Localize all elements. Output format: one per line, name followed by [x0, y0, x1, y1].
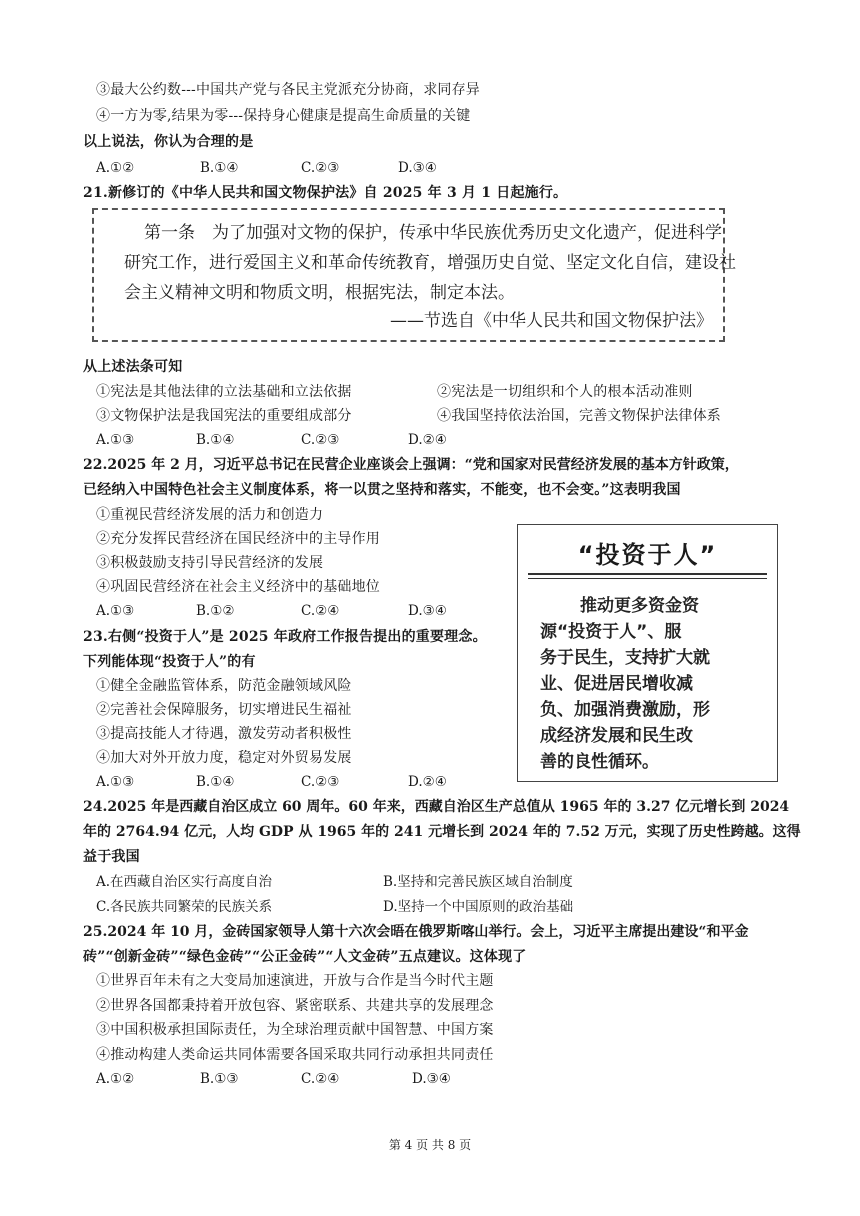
q25-item-2: ②世界各国都秉持着开放包容、紧密联系、共建共享的发展理念: [96, 998, 494, 1014]
q24-stem-line-2: 年的 2764.94 亿元，人均 GDP 从 1965 年的 241 元增长到 2024 年的 7.52 万元，实现了历史性跨越。这得: [83, 824, 801, 840]
q23-item-1: ①健全金融监管体系，防范金融领域风险: [96, 678, 352, 694]
q21-stem: 21.新修订的《中华人民共和国文物保护法》自 2025 年 3 月 1 日起施行。: [83, 185, 568, 201]
q23-box-line-4: 业、促进居民增收减: [540, 674, 693, 694]
q23-box-line-6: 成经济发展和民生改: [540, 726, 693, 746]
q25-option-a: A.①②: [96, 1071, 135, 1087]
q20-option-c: C.②③: [301, 160, 340, 176]
q22-option-c: C.②④: [301, 603, 340, 619]
page-number-footer: 第 4 页 共 8 页: [388, 1138, 472, 1152]
q25-item-1: ①世界百年未有之大变局加速演进，开放与合作是当今时代主题: [96, 973, 494, 989]
q24-option-b: B.坚持和完善民族区域自治制度: [383, 874, 573, 890]
q23-box-title: “投资于人”: [577, 541, 718, 569]
q20-option-d: D.③④: [398, 160, 437, 176]
q24-stem-line-3: 益于我国: [83, 849, 140, 865]
q23-item-4: ④加大对外开放力度，稳定对外贸易发展: [96, 750, 352, 766]
q21-excerpt-line-1: 第一条 为了加强对文物的保护，传承中华民族优秀历史文化遗产，促进科学: [144, 223, 722, 243]
q22-item-1: ①重视民营经济发展的活力和创造力: [96, 507, 324, 523]
q25-item-4: ④推动构建人类命运共同体需要各国采取共同行动承担共同责任: [96, 1047, 494, 1063]
q23-option-c: C.②③: [301, 774, 340, 790]
q25-stem-line-2: 砖”“创新金砖”“绿色金砖”“公正金砖”“人文金砖”五点建议。这体现了: [83, 949, 527, 965]
q23-option-a: A.①③: [96, 774, 135, 790]
q22-stem-line-2: 已经纳入中国特色社会主义制度体系，将一以贯之坚持和落实，不能变，也不会变。”这表明我国: [83, 482, 681, 498]
q21-item-1: ①宪法是其他法律的立法基础和立法依据: [96, 384, 352, 400]
q23-invest-in-people-box: [517, 524, 778, 782]
q20-prompt: 以上说法，你认为合理的是: [83, 134, 254, 150]
q23-box-title-rule-thin: [528, 578, 767, 579]
q21-excerpt-line-3: 会主义精神文明和物质文明，根据宪法，制定本法。: [124, 283, 515, 303]
q24-stem-line-1: 24.2025 年是西藏自治区成立 60 周年。60 年来，西藏自治区生产总值从 1965 年的 3.27 亿元增长到 2024: [83, 799, 790, 815]
q22-stem-line-1: 22.2025 年 2 月，习近平总书记在民营企业座谈会上强调：“党和国家对民营经济发展的基本方针政策，: [83, 457, 739, 473]
q23-option-b: B.①④: [196, 774, 235, 790]
q22-option-b: B.①②: [196, 603, 235, 619]
q21-excerpt-line-2: 研究工作，进行爱国主义和革命传统教育，增强历史自觉、坚定文化自信，建设社: [124, 253, 736, 273]
q21-excerpt-source: ——节选自《中华人民共和国文物保护法》: [390, 311, 713, 331]
q21-option-b: B.①④: [196, 432, 235, 448]
q20-option-b: B.①④: [200, 160, 239, 176]
q23-stem-line-2: 下列能体现“投资于人”的有: [83, 654, 256, 670]
q23-stem-line-1: 23.右侧“投资于人”是 2025 年政府工作报告提出的重要理念。: [83, 629, 487, 645]
q23-box-line-7: 善的良性循环。: [540, 752, 659, 772]
q22-item-2: ②充分发挥民营经济在国民经济中的主导作用: [96, 531, 380, 547]
q23-box-line-5: 负、加强消费激励，形: [540, 700, 710, 720]
q21-item-3: ③文物保护法是我国宪法的重要组成部分: [96, 408, 352, 424]
q23-item-3: ③提高技能人才待遇，激发劳动者积极性: [96, 726, 352, 742]
q23-box-line-3: 务于民生，支持扩大就: [540, 648, 710, 668]
q20-option-a: A.①②: [96, 160, 135, 176]
q21-item-2: ②宪法是一切组织和个人的根本活动准则: [437, 384, 693, 400]
q21-item-4: ④我国坚持依法治国，完善文物保护法律体系: [437, 408, 721, 424]
q23-box-title-rule: [528, 573, 767, 575]
q20-item-3: ③最大公约数---中国共产党与各民主党派充分协商，求同存异: [96, 82, 480, 98]
q25-option-c: C.②④: [301, 1071, 340, 1087]
q21-option-a: A.①③: [96, 432, 135, 448]
q21-prompt: 从上述法条可知: [83, 359, 183, 375]
q24-option-d: D.坚持一个中国原则的政治基础: [383, 899, 574, 915]
q22-item-4: ④巩固民营经济在社会主义经济中的基础地位: [96, 579, 380, 595]
q21-option-d: D.②④: [408, 432, 447, 448]
q25-option-d: D.③④: [412, 1071, 451, 1087]
q24-option-a: A.在西藏自治区实行高度自治: [96, 874, 273, 890]
q24-option-c: C.各民族共同繁荣的民族关系: [96, 899, 273, 915]
q23-option-d: D.②④: [408, 774, 447, 790]
q23-box-line-1: 推动更多资金资: [580, 596, 699, 616]
q20-item-4: ④一方为零,结果为零---保持身心健康是提高生命质量的关键: [96, 108, 471, 124]
q25-option-b: B.①③: [200, 1071, 239, 1087]
q23-box-line-2: 源“投资于人”、服: [540, 622, 682, 642]
q25-item-3: ③中国积极承担国际责任，为全球治理贡献中国智慧、中国方案: [96, 1022, 494, 1038]
q22-option-d: D.③④: [408, 603, 447, 619]
q25-stem-line-1: 25.2024 年 10 月，金砖国家领导人第十六次会晤在俄罗斯喀山举行。会上，习近平主席提出建设“和平金: [83, 924, 749, 940]
q22-item-3: ③积极鼓励支持引导民营经济的发展: [96, 555, 324, 571]
q21-law-excerpt-box: [92, 208, 736, 342]
q21-option-c: C.②③: [301, 432, 340, 448]
q22-option-a: A.①③: [96, 603, 135, 619]
q23-item-2: ②完善社会保障服务，切实增进民生福祉: [96, 702, 352, 718]
